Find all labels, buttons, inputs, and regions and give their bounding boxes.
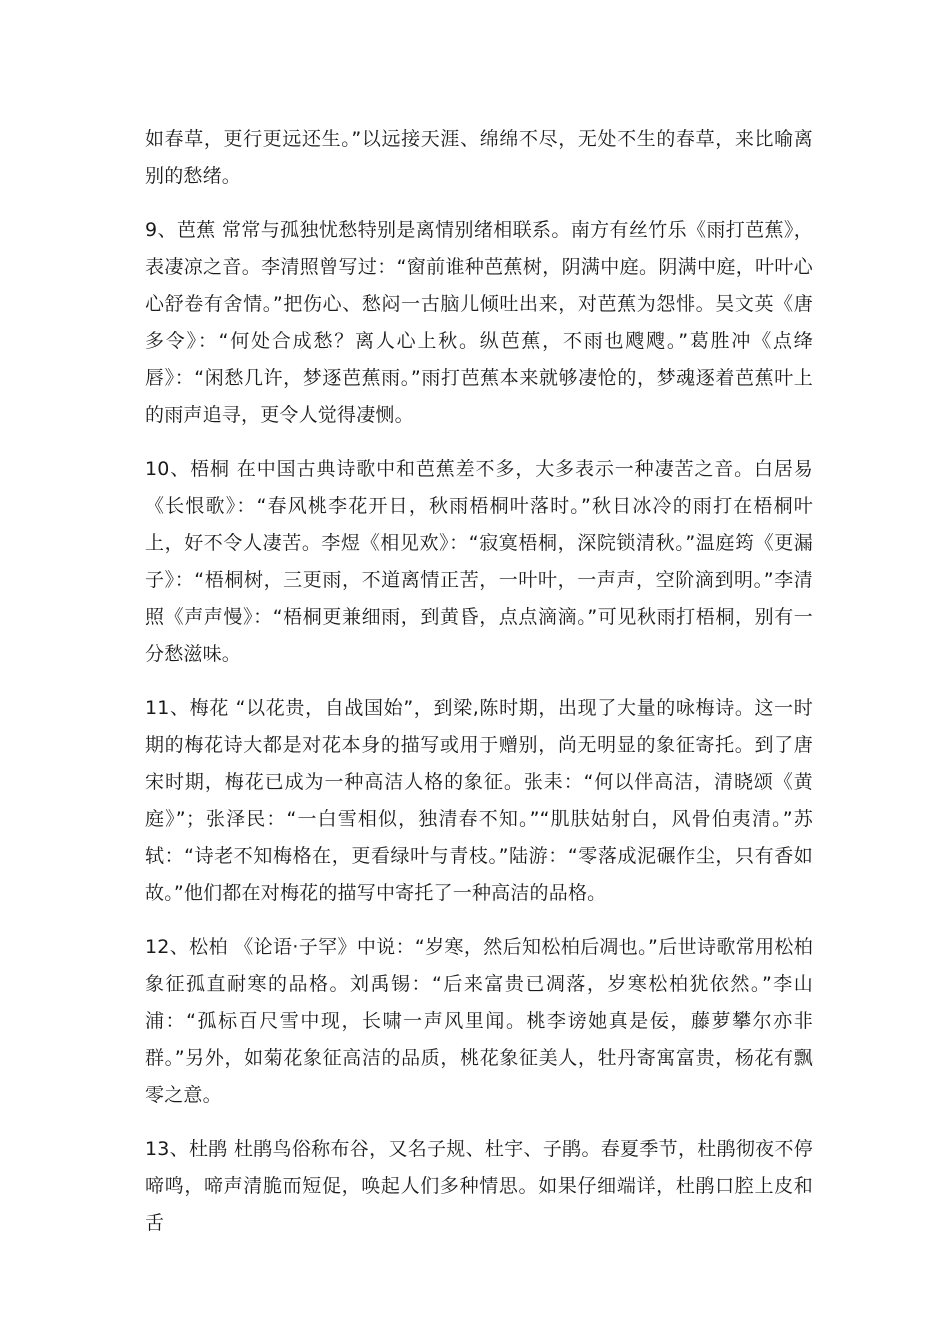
paragraph-plum-blossom: 11、梅花 “以花贵，自战国始”，到梁,陈时期，出现了大量的咏梅诗。这一时期的梅花诗大都是对花本身的描写或用于赠别，尚无明显的象征寄托。到了唐宋时期，梅花已成为一种高洁人格的象征。张耒：“何以伴高洁，清晓颂《黄庭》”；张泽民：“一白雪相似，独清春不知。”“肌肤姑射白，风骨伯夷清。”苏轼：“诗老不知梅格在，更看绿叶与青枝。”陆游：“零落成泥碾作尘，只有香如故。”他们都在对梅花的描写中寄托了一种高洁的品格。 [145,697,813,904]
paragraph-pine-cypress: 12、松柏 《论语·子罕》中说：“岁寒，然后知松柏后凋也。”后世诗歌常用松柏象征孤直耐寒的品格。刘禹锡：“后来富贵已凋落，岁寒松柏犹依然。”李山浦：“孤标百尺雪中现，长啸一声风里闻。桃李谤她真是佞，藤萝攀尔亦非群。”另外，如菊花象征高洁的品质，桃花象征美人，牡丹寄寓富贵，杨花有飘零之意。 [145,936,813,1106]
paragraph-banana-tree: 9、芭蕉 常常与孤独忧愁特别是离情别绪相联系。南方有丝竹乐《雨打芭蕉》，表凄凉之音。李清照曾写过：“窗前谁种芭蕉树，阴满中庭。阴满中庭，叶叶心心舒卷有舍情。”把伤心、愁闷一古脑儿倾吐出来，对芭蕉为怨悱。吴文英《唐多令》：“何处合成愁？离人心上秋。纵芭蕉，不雨也飕飕。”葛胜冲《点绛唇》：“闲愁几许，梦逐芭蕉雨。”雨打芭蕉本来就够凄怆的，梦魂逐着芭蕉叶上的雨声追寻，更令人觉得凄恻。 [145,219,813,426]
paragraph-wutong-tree: 10、梧桐 在中国古典诗歌中和芭蕉差不多，大多表示一种凄苦之音。白居易《长恨歌》：“春风桃李花开日，秋雨梧桐叶落时。”秋日冰冷的雨打在梧桐叶上，好不令人凄苦。李煜《相见欢》：“寂寞梧桐，深院锁清秋。”温庭筠《更漏子》：“梧桐树，三更雨，不道离情正苦，一叶叶，一声声，空阶滴到明。”李清照《声声慢》：“梧桐更兼细雨，到黄昏，点点滴滴。”可见秋雨打梧桐，别有一分愁滋味。 [145,458,813,665]
paragraph-spring-grass-continued: 如春草，更行更远还生。”以远接天涯、绵绵不尽，无处不生的春草，来比喻离别的愁绪。 [145,128,813,187]
paragraph-cuckoo: 13、杜鹃 杜鹃鸟俗称布谷，又名子规、杜宇、子鹃。春夏季节，杜鹃彻夜不停啼鸣，啼声清脆而短促，唤起人们多种情思。如果仔细端详，杜鹃口腔上皮和舌 [145,1138,813,1234]
document-body [145,121,813,1242]
